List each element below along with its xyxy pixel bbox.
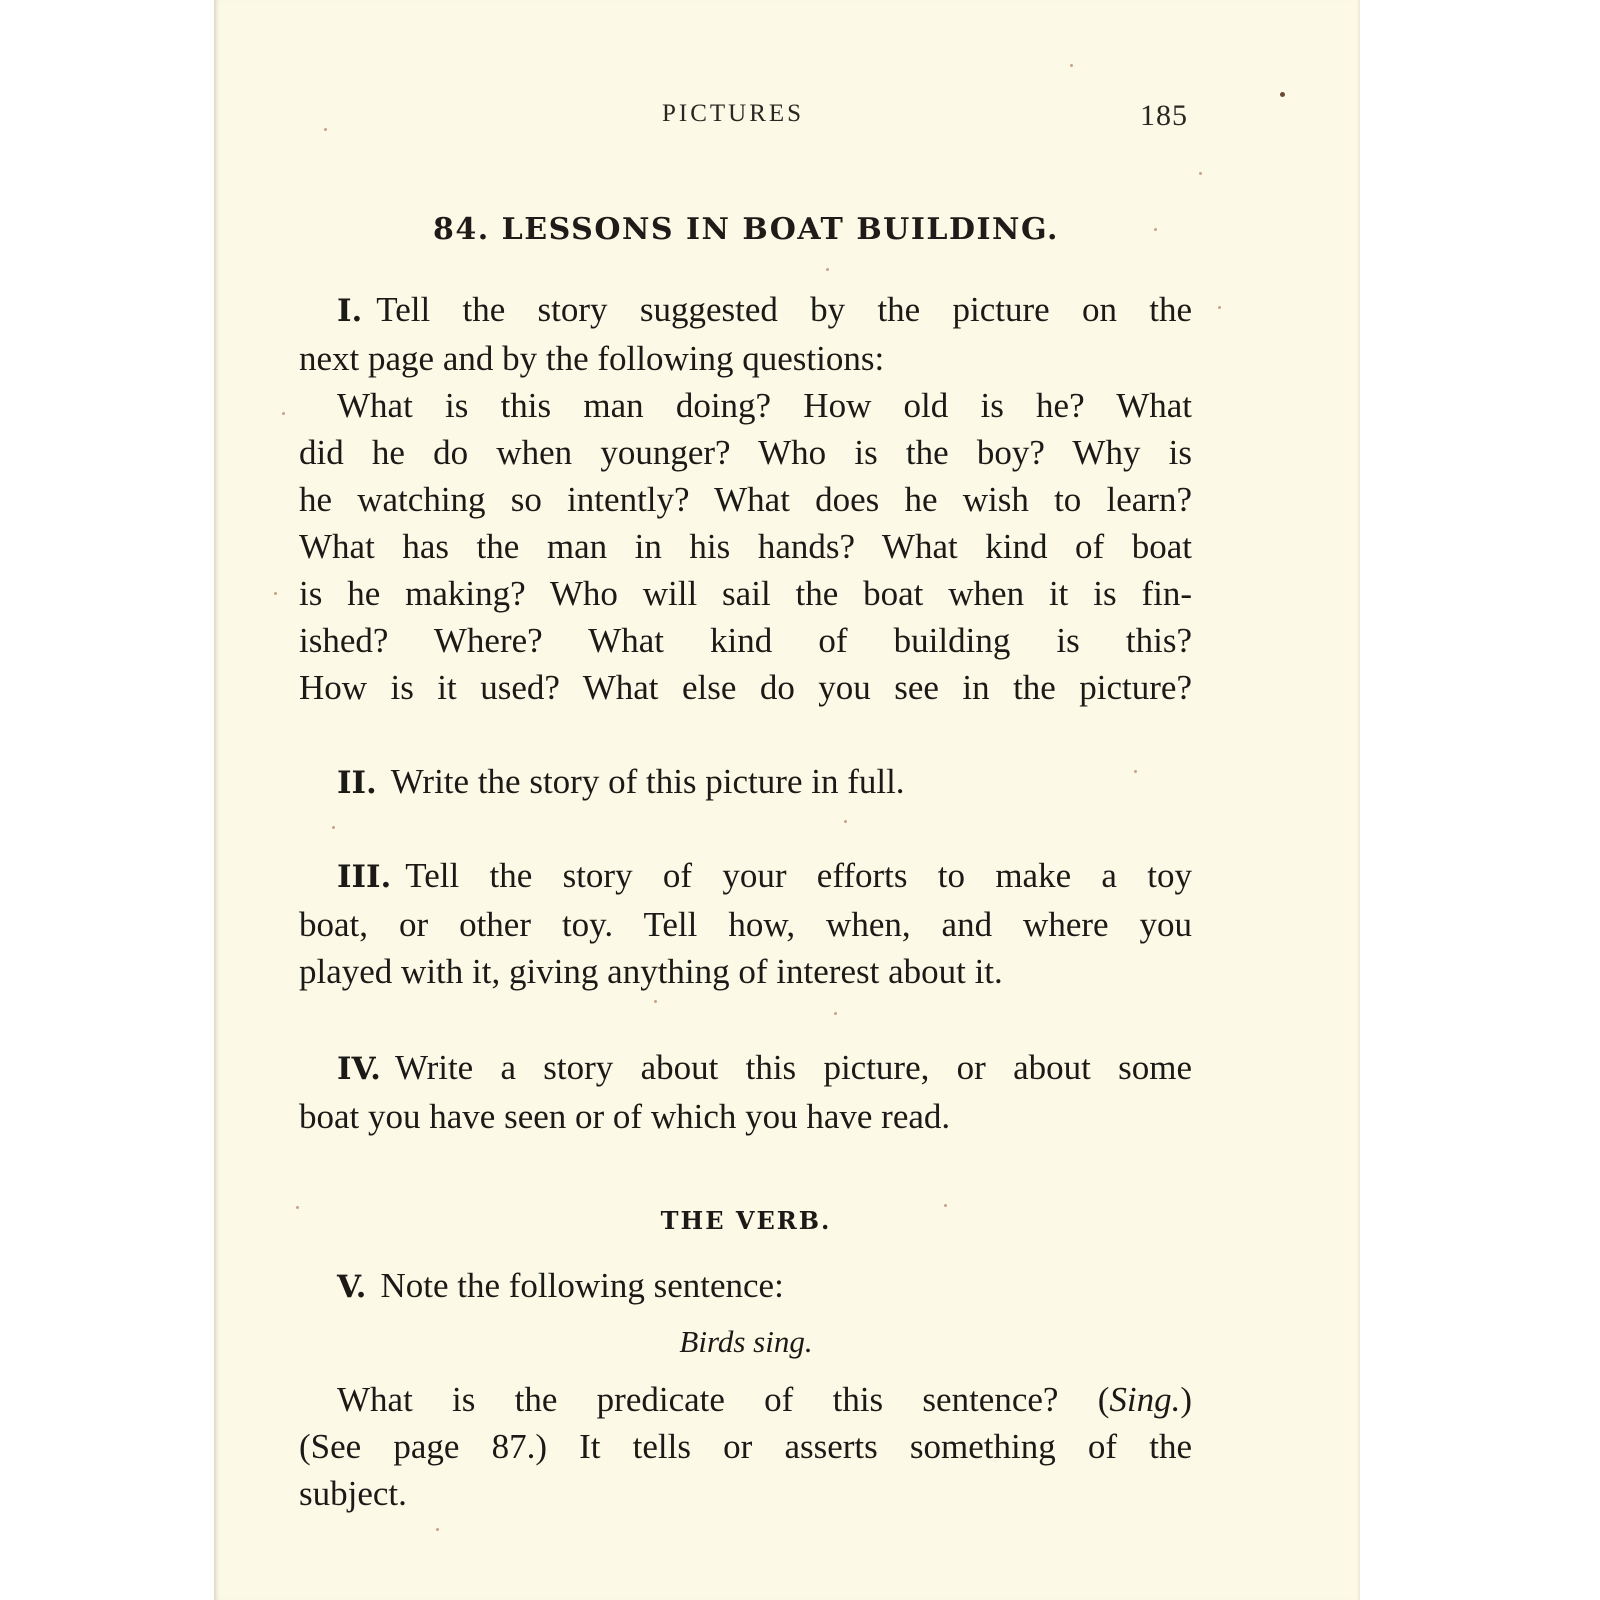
section-5-line: (See page 87.) It tells or asserts something of the xyxy=(299,1427,1192,1466)
section-1-line: ished? Where? What kind of building is this? xyxy=(299,621,1192,660)
section-numeral: II. xyxy=(337,765,377,801)
section-1-line: is he making? Who will sail the boat when it is fin- xyxy=(299,574,1192,613)
section-1-line: What is this man doing? How old is he? What xyxy=(337,386,1192,425)
section-numeral: III. xyxy=(337,859,392,895)
section-1 xyxy=(299,286,1192,711)
paper-speck xyxy=(436,1528,439,1531)
book-page xyxy=(214,0,1360,1600)
section-3 xyxy=(299,852,1192,995)
section-4-line: boat you have seen or of which you have read. xyxy=(299,1097,951,1136)
paper-speck xyxy=(1199,172,1202,175)
section-3-line: boat, or other toy. Tell how, when, and where you xyxy=(299,905,1192,944)
section-4 xyxy=(299,1044,1192,1140)
paper-speck xyxy=(332,826,335,829)
paper-speck xyxy=(282,412,285,415)
section-3-line: played with it, giving anything of interest about it. xyxy=(299,952,1003,991)
section-2-line: II. Write the story of this picture in full. xyxy=(337,762,905,801)
paper-speck xyxy=(826,268,829,271)
section-5-line: What is the predicate of this sentence? (Sing.) xyxy=(337,1380,1192,1419)
emphasis: Sing. xyxy=(1109,1380,1181,1419)
section-1-line: he watching so intently? What does he wish to learn? xyxy=(299,480,1192,519)
section-5-body xyxy=(299,1376,1192,1517)
section-1-line: next page and by the following questions: xyxy=(299,339,885,378)
paper-speck xyxy=(274,592,277,595)
paper-speck xyxy=(1070,64,1073,67)
section-5-line: subject. xyxy=(299,1474,407,1513)
paper-speck xyxy=(844,820,847,823)
section-3-line: III. Tell the story of your efforts to make a toy xyxy=(337,856,1192,895)
example-sentence: Birds sing. xyxy=(679,1324,813,1359)
section-numeral: I. xyxy=(337,293,363,329)
section-numeral: V. xyxy=(337,1269,367,1305)
section-1-line: did he do when younger? Who is the boy? Why is xyxy=(299,433,1192,472)
paper-speck xyxy=(834,1012,837,1015)
section-2 xyxy=(299,758,1192,807)
page-number: 185 xyxy=(1140,99,1188,132)
section-4-line: IV. Write a story about this picture, or about some xyxy=(337,1048,1192,1087)
paper-speck xyxy=(1280,92,1285,97)
section-5 xyxy=(299,1262,1192,1311)
lesson-title: 84. LESSONS IN BOAT BUILDING. xyxy=(433,212,1059,247)
section-5-line: V. Note the following sentence: xyxy=(337,1266,784,1305)
section-1-line: I. Tell the story suggested by the picture on the xyxy=(337,290,1192,329)
paper-speck xyxy=(1218,306,1221,309)
paper-speck xyxy=(654,1000,657,1003)
section-1-line: What has the man in his hands? What kind of boat xyxy=(299,527,1192,566)
paper-speck xyxy=(324,128,327,131)
section-title-verb: THE VERB. xyxy=(660,1206,832,1235)
running-head: PICTURES xyxy=(662,100,805,127)
section-numeral: IV. xyxy=(337,1051,381,1087)
section-1-line: How is it used? What else do you see in the picture? xyxy=(299,668,1192,707)
